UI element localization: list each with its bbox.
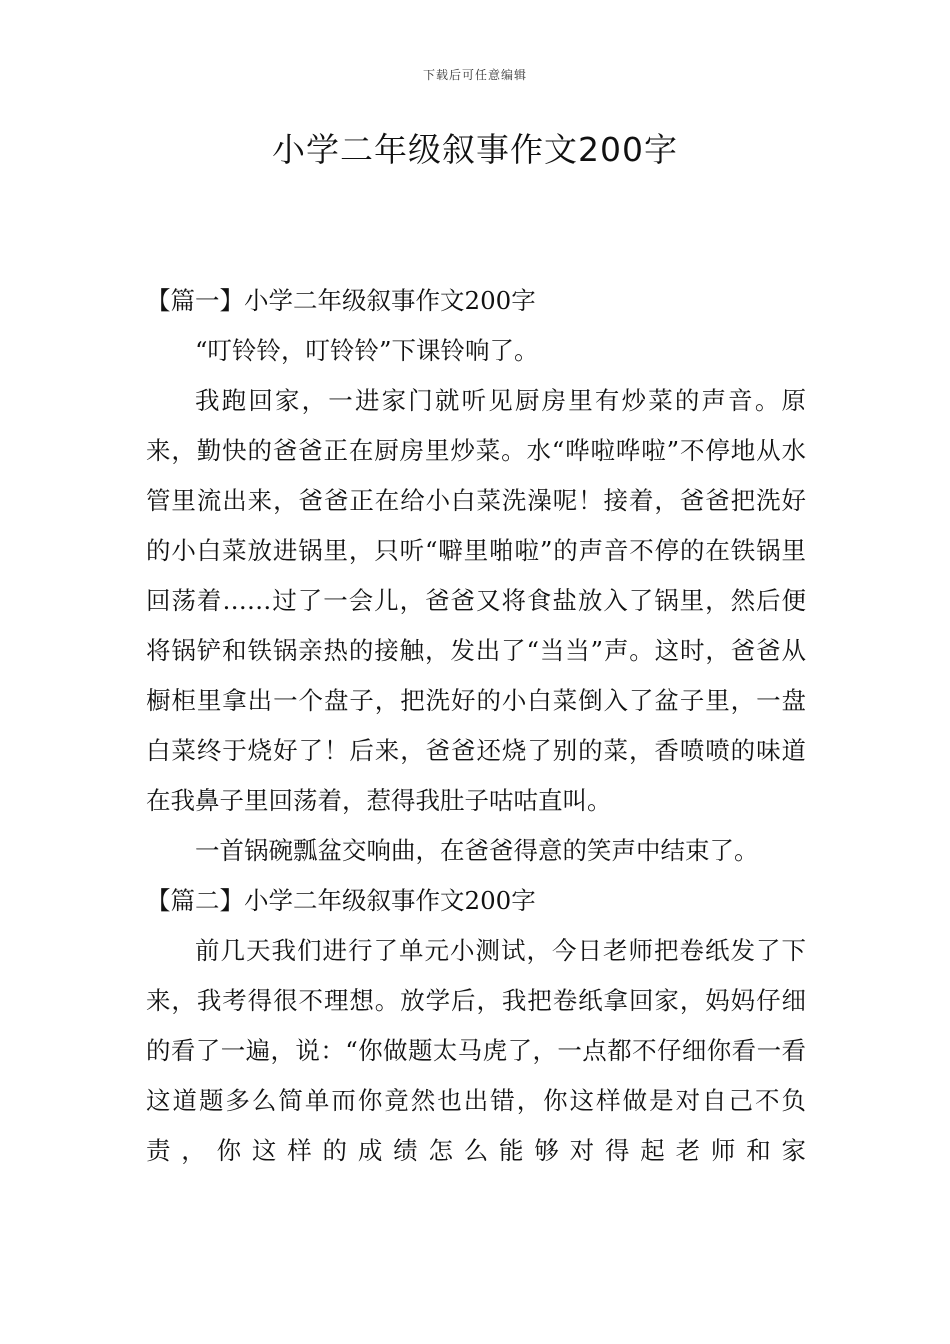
paragraph-1-3: 一首锅碗瓢盆交响曲，在爸爸得意的笑声中结束了。 bbox=[195, 836, 759, 865]
document-body bbox=[146, 276, 806, 1176]
paragraph-2-1: 前几天我们进行了单元小测试，今日老师把卷纸发了下来，我考得很不理想。放学后，我把卷纸拿回家，妈妈仔细的看了一遍，说：“你做题太马虎了，一点都不仔细你看一看这道题多么简单而你竟然也出错，你这样做是对自己不负责，你这样的成绩怎么能够对得起老师和家 bbox=[146, 936, 806, 1165]
paragraph-1-2: 我跑回家，一进家门就听见厨房里有炒菜的声音。原来，勤快的爸爸正在厨房里炒菜。水“哗啦哗啦”不停地从水管里流出来，爸爸正在给小白菜洗澡呢！接着，爸爸把洗好的小白菜放进锅里，只听“噼里啪啦”的声音不停的在铁锅里回荡着……过了一会儿，爸爸又将食盐放入了锅里，然后便将锅铲和铁锅亲热的接触，发出了“当当”声。这时，爸爸从橱柜里拿出一个盘子，把洗好的小白菜倒入了盆子里，一盘白菜终于烧好了！后来，爸爸还烧了别的菜，香喷喷的味道在我鼻子里回荡着，惹得我肚子咕咕直叫。 bbox=[146, 386, 806, 815]
section-heading-2: 【篇二】小学二年级叙事作文200字 bbox=[146, 886, 536, 915]
paragraph-1-1: “叮铃铃，叮铃铃”下课铃响了。 bbox=[195, 336, 539, 365]
document-title: 小学二年级叙事作文200字 bbox=[272, 130, 678, 169]
header-note: 下载后可任意编辑 bbox=[422, 68, 527, 82]
section-heading-1: 【篇一】小学二年级叙事作文200字 bbox=[146, 286, 536, 315]
